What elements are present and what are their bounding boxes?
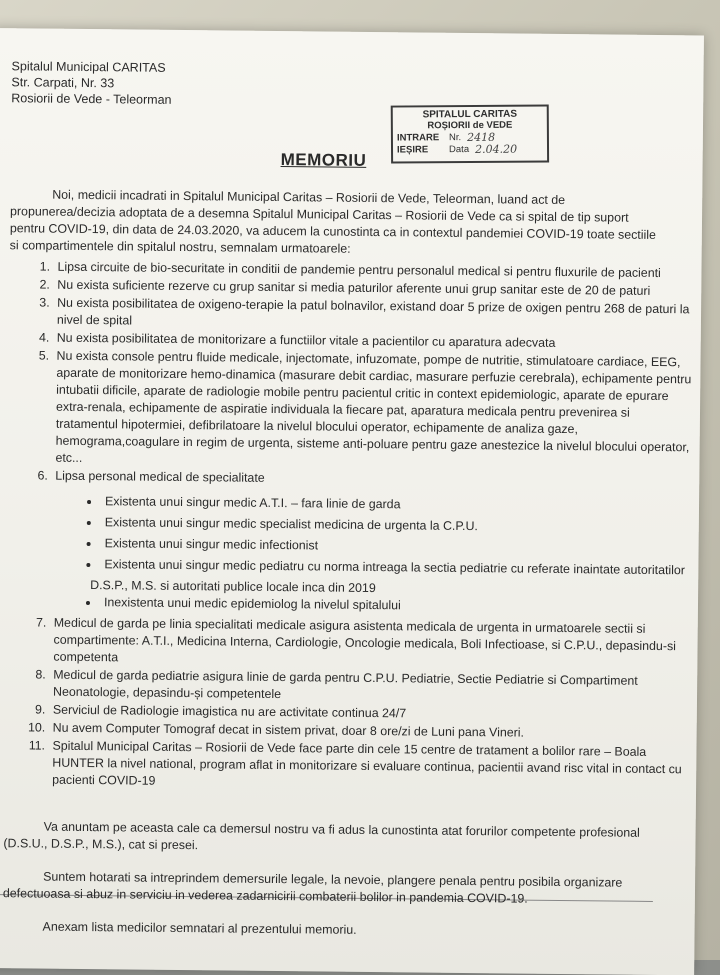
sub-item: • Existenta unui singur medic specialist medicina de urgenta la C.P.U. bbox=[101, 514, 691, 537]
closing-paragraph-1: Va anuntam pe aceasta cale ca demersul nostru va fi adus la cunostinta atat forurilor competente profesional (D.S.U., D.S.P., M.S.), cat si presei. bbox=[3, 819, 640, 853]
stamp-row-out bbox=[397, 144, 543, 156]
staff-sublist bbox=[54, 493, 691, 618]
stamp-in-label: INTRARE bbox=[396, 132, 440, 144]
closing-paragraph-2: Suntem hotarati sa intreprindem demersurile legale, la nevoie, plangere penala pentru posibila organizare defectuoasa si abuz in serviciu in vederea zadarnicirii combaterii bolilor in pandemia COVID-19. bbox=[2, 869, 623, 906]
stamp-row-in bbox=[397, 132, 543, 144]
document-body bbox=[2, 58, 692, 937]
stamp-nr-label: Nr. bbox=[448, 132, 462, 144]
closing-paragraph-3: Anexam lista medicilor semnatari al prezentului memoriu. bbox=[42, 919, 357, 937]
list-item: 3. Nu exista posibilitatea de oxigeno-terapie la patul bolnavilor, existand doar 5 prize de oxigen pentru 268 de paturi la nivel de spital bbox=[53, 295, 693, 336]
sub-item: • Existenta unui singur medic infectionist bbox=[101, 535, 691, 558]
list-item: 5. Nu exista console pentru fluide medicale, injectomate, infuzomate, pompe de nutritie, stimulatoare cardiace, EEG, aparate de monitorizare hemo-dinamica (masurare debit cardiac, masurare perfuzie cerebrala), echipamente pentru intubatii dificile, aparate de radiologie mobile pentru pacientul critic in context epidemiologic, aparate de epurare extra-renala, echipamente de aspiratie individuala la fiecare pat, aparatura medicala pentru prevenirea si tratamentul hipotermiei, defibrilatoare la nivelul blocului operator, echipamente de analiza gaze, hemograma,coagulare in regim de urgenta, sisteme anti-poluare pentru gaze anestezice la nivelul blocului operator, etc... bbox=[51, 348, 692, 474]
list-item: 7. Medicul de garda pe linia specialitati medicale asigura asistenta medicala de urgenta in urmatoarele sectii si compartimente: A.T.I., Medicina Interna, Cardiologie, Oncologie medicala, Boli Infectioase, si C.P.U., depasindu-si competenta bbox=[49, 615, 689, 673]
list-item-staff-text: Lipsa personal medical de specialitate bbox=[55, 468, 265, 485]
hospital-street: Str. Carpati, Nr. 33 bbox=[11, 75, 115, 91]
stamp-date-label: Data bbox=[448, 144, 470, 156]
stamp-date-value: 2.04.20 bbox=[475, 142, 518, 156]
list-item: 9. Serviciul de Radiologie imagistica nu are activitate continua 24/7 bbox=[49, 702, 689, 726]
document-page bbox=[0, 28, 704, 975]
hospital-name: Spitalul Municipal CARITAS bbox=[11, 59, 166, 75]
stamp-out-label: IEȘIRE bbox=[396, 144, 429, 156]
issues-list bbox=[4, 258, 694, 796]
list-item: 1. Lipsa circuite de bio-securitate in conditii de pandemie pentru personalul medical si pentru fluxurile de pacienti bbox=[53, 259, 693, 283]
sub-item: • Existenta unui singur medic pediatru cu norma intreaga la sectia pediatrie cu referate inaintate autoritatilor bbox=[100, 556, 690, 579]
hospital-city: Rosiorii de Vede - Teleorman bbox=[11, 91, 172, 107]
list-item: 8. Medicul de garda pediatrie asigura linie de garda pentru C.P.U. Pediatrie, Sectie Pediatrie si Compartiment Neonatologie, depasindu-și competentele bbox=[49, 667, 689, 708]
list-item: 10. Nu avem Computer Tomograf decat in sistem privat, doar 8 ore/zi de Luni pana Vineri. bbox=[49, 720, 689, 744]
registration-stamp bbox=[391, 104, 549, 163]
sub-item-note: D.S.P., M.S. si autoritati publice locale inca din 2019 bbox=[90, 578, 376, 596]
list-item: 11. Spitalul Municipal Caritas – Rosiorii de Vede face parte din cele 15 centre de tratament a bolilor rare – Boala HUNTER la nivel national, program aflat in monitorizare si evaluare continua, pacientii avand risc vital in contact cu pacienti COVID-19 bbox=[48, 738, 688, 796]
sub-item: • Inexistenta unui medic epidemiolog la nivelul spitalului bbox=[100, 594, 690, 617]
intro-paragraph: Noi, medicii incadrati in Spitalul Municipal Caritas – Rosiorii de Vede, Teleorman, luand act de propunerea/decizia adoptata de a desemna Spitalul Municipal Caritas – Rosiorii de Vede ca si spital de tip suport pentru COVID-19, din data de 24.03.2020, va aducem la cunostinta ca in contextul pandemiei COVID-19 toate sectiile si compartimentele din spitalul nostru, semnalam urmatoarele: bbox=[9, 187, 657, 256]
list-item: 2. Nu exista suficiente rezerve cu grup sanitar si media paturilor aferente unui grup sanitar este de 20 de paturi bbox=[53, 277, 693, 301]
sub-item: • Existenta unui singur medic A.T.I. – fara linie de garda bbox=[101, 493, 691, 516]
document-title: MEMORIU bbox=[280, 150, 367, 170]
stamp-title: SPITALUL CARITAS bbox=[422, 108, 518, 121]
stamp-nr-value: 2418 bbox=[467, 130, 496, 145]
stamp-city: ROȘIORII de VEDE bbox=[427, 119, 513, 132]
list-item: 4. Nu exista posibilitatea de monitorizare a functiilor vitale a pacientilor cu aparatura adecvata bbox=[53, 330, 693, 354]
list-item-staff bbox=[50, 468, 691, 618]
